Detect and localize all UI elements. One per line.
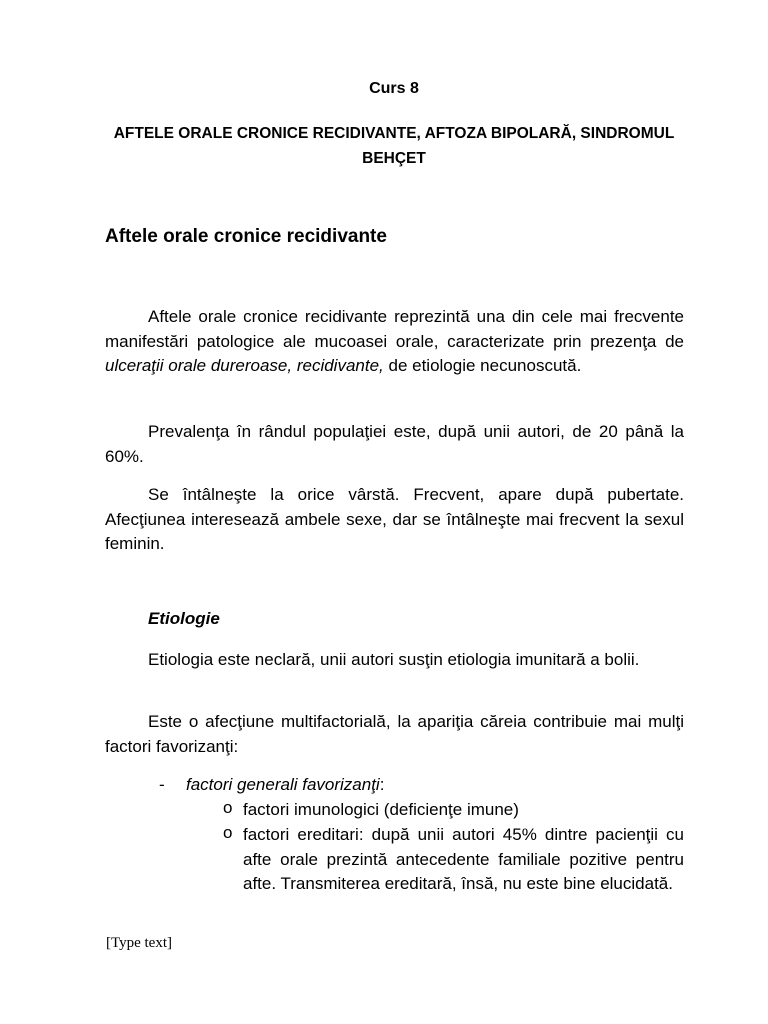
paragraph-prevalence: Prevalenţa în rândul populaţiei este, după unii autori, de 20 până la 60%. (105, 422, 684, 466)
subheading-etiology: Etiologie (148, 609, 220, 628)
sub-bullet-item: factori ereditari: după unii autori 45% dintre pacienţii cu afte orale prezintă antecedente familiale pozitive pentru afte. Transmiterea ereditară, însă, nu este bine elucidată. (243, 825, 684, 894)
emphasis-text: ulceraţii orale dureroase, recidivante, (105, 356, 384, 376)
paragraph-text: de etiologie necunoscută. (383, 356, 582, 376)
paragraph-text: Aftele orale cronice recidivante reprezintă una din cele mai frecvente manifestări patologice ale mucoasei orale, caracterizate prin prezenţa de (105, 307, 684, 351)
document-title: AFTELE ORALE CRONICE RECIDIVANTE, AFTOZA BIPOLARĂ, SINDROMUL BEHÇET (113, 125, 675, 167)
paragraph-age-sex: Se întâlneşte la orice vârstă. Frecvent, apare după pubertate. Afecţiunea interesează ambele sexe, dar se întâlneşte mai frecvent la sexul feminin. (105, 485, 684, 554)
bullet-item (186, 775, 384, 795)
sub-bullet-marker: o (223, 823, 233, 842)
paragraph-definition (105, 305, 684, 379)
bullet-suffix: : (379, 775, 385, 794)
paragraph-multifactorial: Este o afecţiune multifactorială, la apariţia căreia contribuie mai mulţi factori favorizanţi: (105, 712, 684, 756)
section-heading: Aftele orale cronice recidivante (105, 226, 387, 247)
bullet-marker: - (159, 775, 165, 794)
sub-bullet-marker: o (223, 798, 233, 817)
paragraph-etiology: Etiologia este neclară, unii autori susţin etiologia imunitară a bolii. (148, 650, 640, 669)
bullet-text: factori generali favorizanţi (186, 775, 380, 794)
sub-bullet-item: factori imunologici (deficienţe imune) (243, 800, 519, 819)
course-label: Curs 8 (369, 80, 419, 97)
footer-placeholder: [Type text] (106, 935, 173, 951)
